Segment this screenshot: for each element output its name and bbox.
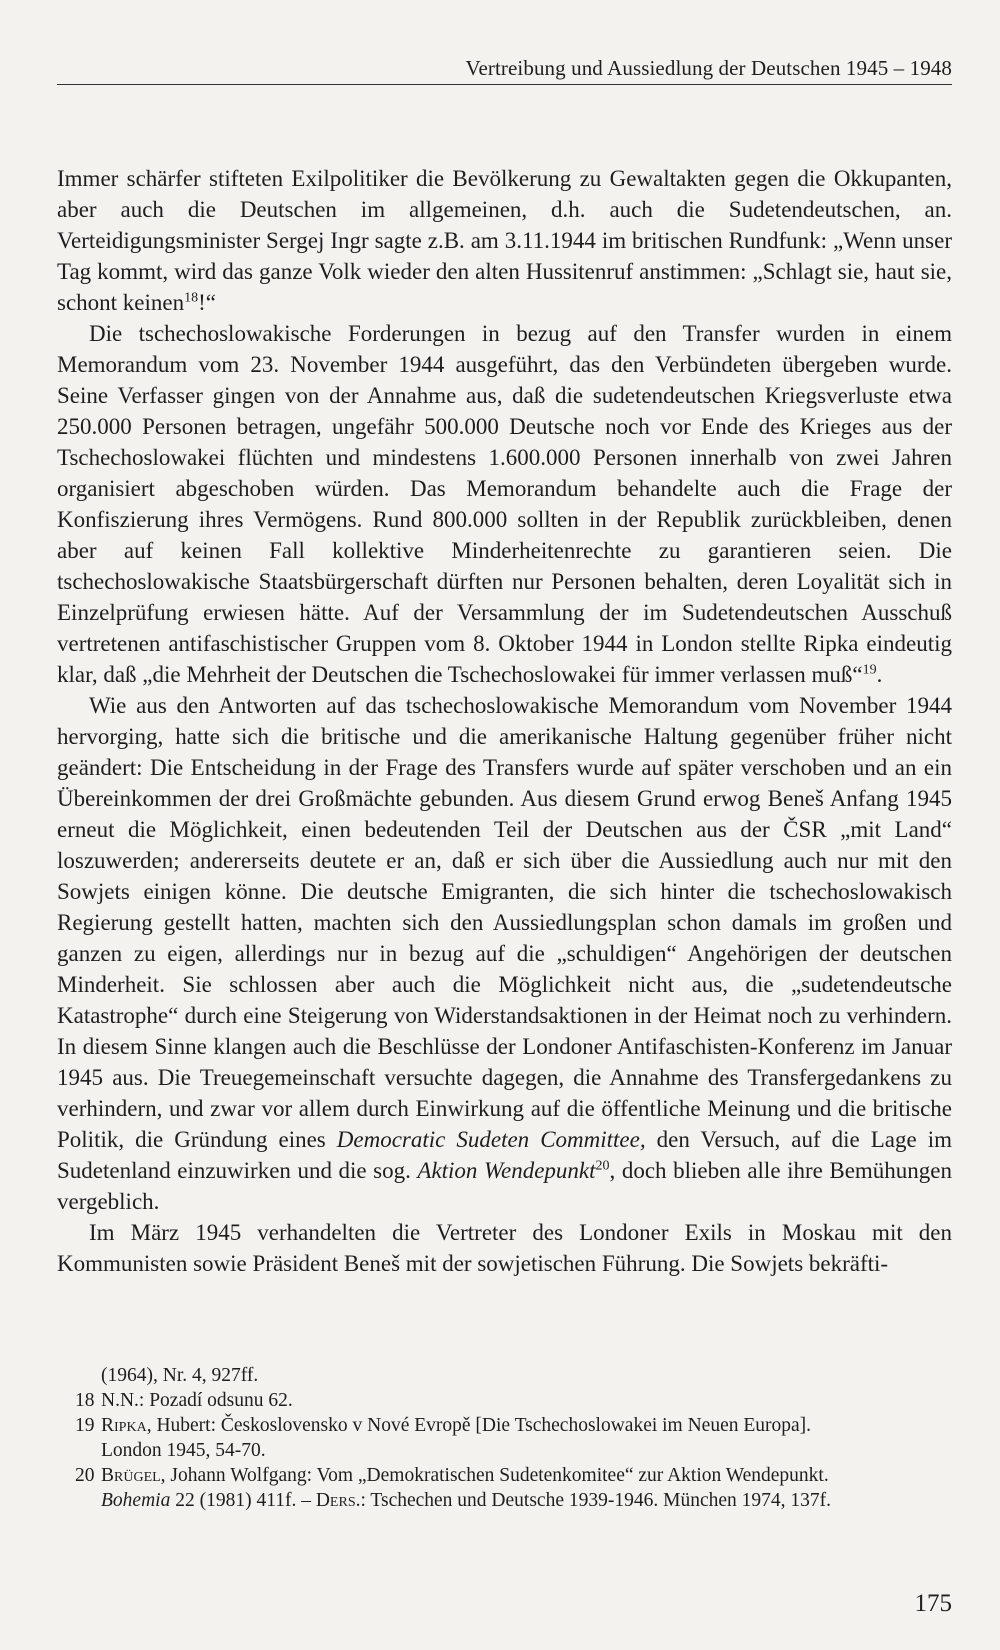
header-rule (57, 84, 952, 85)
running-head: Vertreibung und Aussiedlung der Deutschen 1945 – 1948 (465, 56, 952, 80)
footnote-ref-19: 19 (862, 662, 877, 678)
italic-democratic-sudeten-committee: Democratic Sudeten Committee, (336, 1127, 646, 1152)
author-bruegel: Brügel (101, 1465, 161, 1486)
footnote-19: 19 Ripka, Hubert: Československo v Nové Evropě [Die Tschechoslowakei im Neuen Europa]. London 1945, 54-70. (75, 1415, 812, 1461)
paragraph-4: Im März 1945 verhandelten die Vertreter des Londoner Exils in Moskau mit den Kommunisten sowie Präsident Beneš mit der sowjetischen Führung. Die Sowjets bekräfti- (57, 1220, 952, 1276)
footnote-ref-18: 18 (184, 290, 199, 306)
author-ripka: Ripka (101, 1415, 147, 1436)
footnotes (57, 1363, 952, 1513)
page-number: 175 (914, 1590, 952, 1617)
footnote-18: 18 N.N.: Pozadí odsunu 62. (75, 1390, 293, 1411)
footnote-ref-20: 20 (595, 1158, 610, 1174)
main-text (57, 163, 952, 1279)
italic-aktion-wendepunkt: Aktion Wendepunkt (417, 1158, 596, 1183)
footnote-20: 20 Brügel, Johann Wolfgang: Vom „Demokratischen Sudetenkomitee“ zur Aktion Wendepunkt. Bohemia 22 (1981) 411f. – Ders.: Tschechen und Deutsche 1939-1946. München 1974, 137f. (75, 1465, 831, 1511)
author-ders: Ders. (315, 1490, 361, 1511)
paragraph-1: Immer schärfer stifteten Exilpolitiker die Bevölkerung zu Gewaltakten gegen die Okkupanten, aber auch die Deutschen im allgemeinen, d.h. auch die Sudetendeutschen, an. Verteidigungsminister Sergej Ingr sagte z.B. am 3.11.1944 im britischen Rundfunk: „Wenn unser Tag kommt, wird das ganze Volk wieder den alten Hussitenruf anstimmen: „Schlagt sie, haut sie, schont keinen$^{18}$!“ (57, 166, 952, 315)
paragraph-2: Die tschechoslowakische Forderungen in bezug auf den Transfer wurden in einem Memorandum vom 23. November 1944 ausgeführt, das den Verbündeten übergeben wurde. Seine Verfasser gingen von der Annahme aus, daß die sudetendeutschen Kriegsverluste etwa 250.000 Personen betragen, ungefähr 500.000 Deutsche noch vor Ende des Krieges aus der Tschechoslowakei flüchten und mindestens 1.600.000 Personen innerhalb von zwei Jahren organisiert abgeschoben würden. Das Memorandum behandelte auch die Frage der Konfiszierung ihres Vermögens. Rund 800.000 sollten in der Republik zurückbleiben, denen aber auf keinen Fall kollektive Minderheitenrechte zu garantieren seien. Die tschechoslowakische Staatsbürgerschaft dürften nur Personen behalten, deren Loyalität sich in Einzelprüfung erwiesen hätte. Auf der Versammlung der im Sudetendeutschen Ausschuß vertretenen antifaschistischer Gruppen vom 8. Oktober 1944 in London stellte Ripka eindeutig klar, daß „die Mehrheit der Deutschen die Tschechoslowakei für immer verlassen muß“$^{19}$. (57, 321, 952, 687)
journal-bohemia: Bohemia (101, 1490, 171, 1511)
paragraph-3: Wie aus den Antworten auf das tschechoslowakische Memorandum vom November 1944 hervorging, hatte sich die britische und die amerikanische Haltung gegenüber früher nicht geändert: Die Entscheidung in der Frage des Transfers wurde auf später verschoben und an ein Übereinkommen der drei Großmächte gebunden. Aus diesem Grund erwog Beneš Anfang 1945 erneut die Möglichkeit, einen bedeutenden Teil der Deutschen aus der ČSR „mit Land“ loszuwerden; andererseits deutete er an, daß er sich über die Aussiedlung auch nur mit den Sowjets einigen könne. Die deutsche Emigranten, die sich hinter die tschechoslowakisch Regierung gestellt hatten, machten sich den Aussiedlungsplan schon damals im großen und ganzen zu eigen, allerdings nur in bezug auf die „schuldigen“ Angehörigen der deutschen Minderheit. Sie schlossen aber auch die Möglichkeit nicht aus, die „sudetendeutsche Katastrophe“ durch eine Steigerung von Widerstandsaktionen in der Heimat noch zu verhindern. In diesem Sinne klangen auch die Beschlüsse der Londoner Antifaschisten-Konferenz im Januar 1945 aus. Die Treuegemeinschaft versuchte dagegen, die Annahme des Transfergedankens zu verhindern, und zwar vor allem durch Einwirkung auf die öffentliche Meinung und die britische Politik, die Gründung eines Democratic Sudeten Committee, den Versuch, auf die Lage im Sudetenland einzuwirken und die sog. Aktion Wendepunkt$^{20}$, doch blieben alle ihre Bemühungen vergeblich. (57, 693, 953, 1214)
footnote-continuation: (1964), Nr. 4, 927ff. (101, 1365, 259, 1386)
